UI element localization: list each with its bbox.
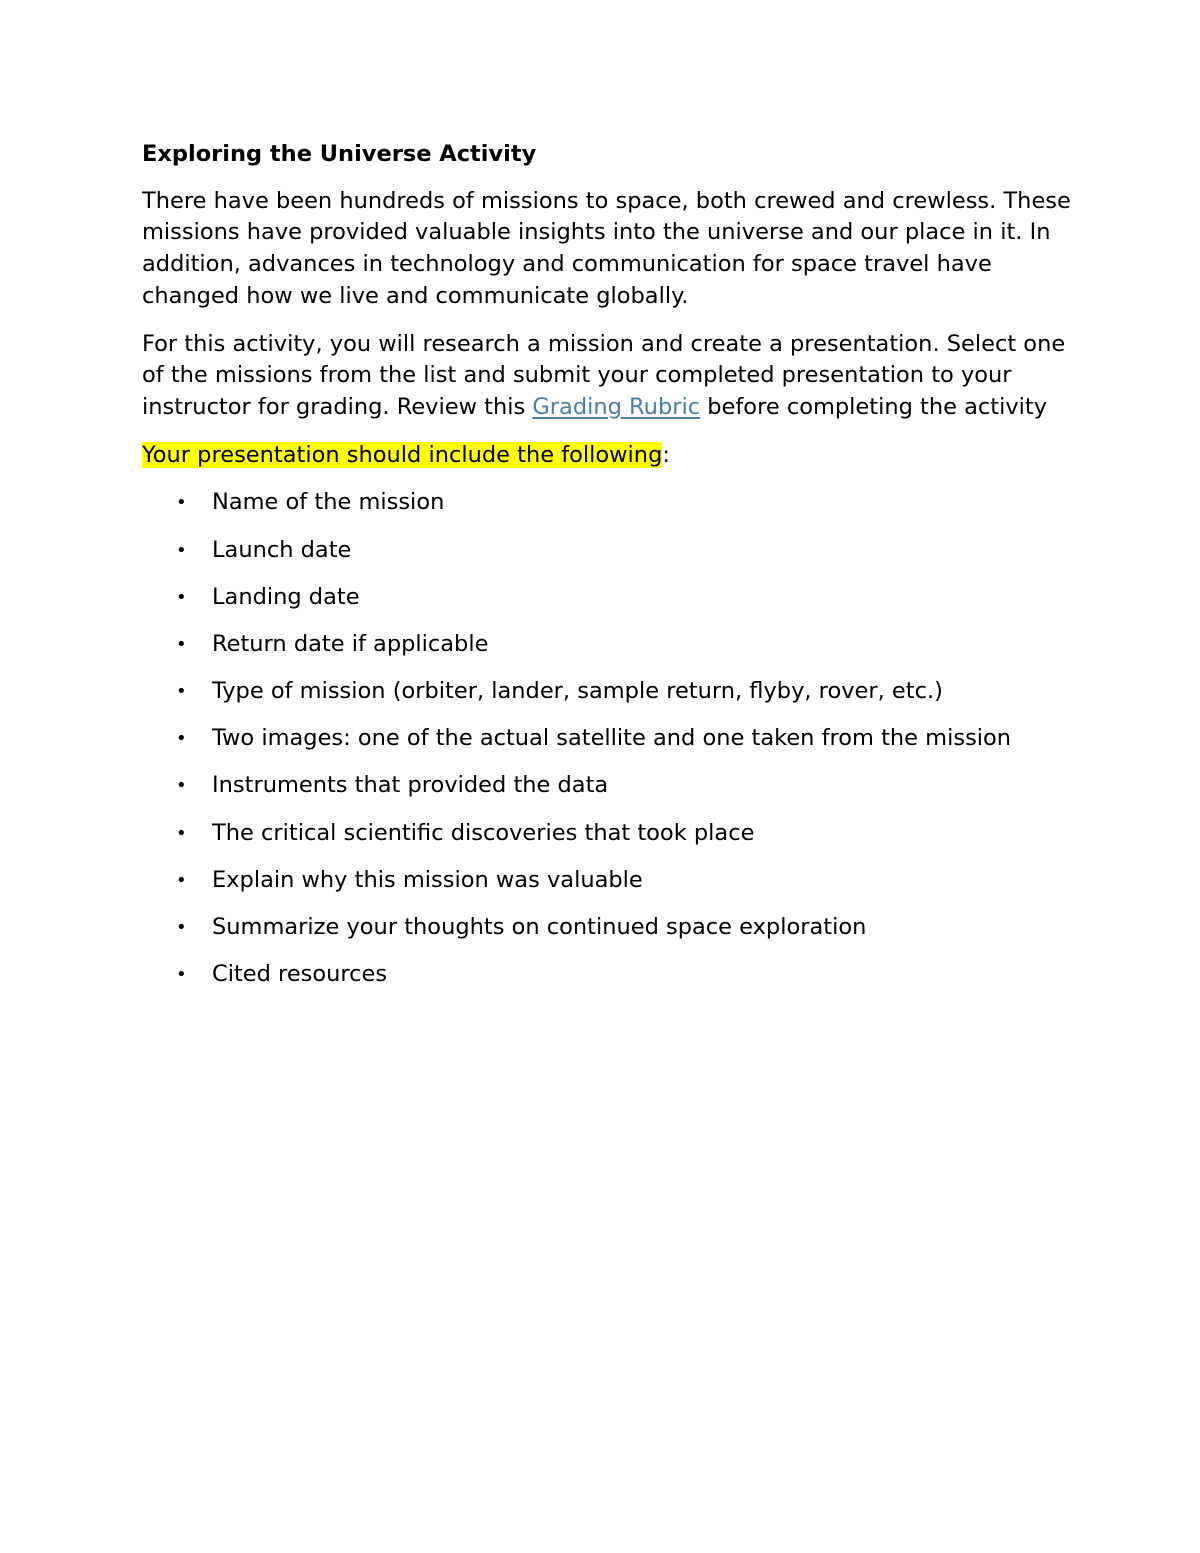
bullet-icon: • [176,633,187,655]
list-item-text: Two images: one of the actual satellite and one taken from the mission [212,725,1012,752]
list-item [142,770,1072,802]
instructions-text-after-link: before completing the activity [700,393,1048,420]
bullet-icon: • [176,539,187,561]
list-item [142,912,1072,944]
instructions-paragraph [142,329,1072,424]
list-item-text: Explain why this mission was valuable [212,866,643,893]
list-item [142,959,1072,991]
intro-paragraph: There have been hundreds of missions to space, both crewed and crewless. These missions have provided valuable insights into the universe and our place in it. In addition, advances in technology and communication for space travel have changed how we live and communicate globally. [142,187,1071,309]
list-item-text: Instruments that provided the data [212,772,609,799]
list-item-text: The critical scientific discoveries that took place [212,819,755,846]
requirements-heading-colon: : [662,441,670,468]
requirements-heading [142,440,1072,472]
list-item-text: Name of the mission [212,489,445,516]
requirements-heading-highlighted: Your presentation should include the following [142,441,663,468]
grading-rubric-link[interactable]: Grading Rubric [532,393,701,420]
list-item-text: Summarize your thoughts on continued space exploration [212,914,867,941]
bullet-icon: • [176,492,187,514]
list-item [142,723,1072,755]
list-item [142,582,1072,614]
list-item-text: Landing date [212,583,360,610]
list-item [142,629,1072,661]
list-item [142,818,1072,850]
document-title: Exploring the Universe Activity [142,141,537,167]
requirements-list [142,487,1072,991]
bullet-icon: • [176,775,187,797]
document-page [142,139,1072,1006]
bullet-icon: • [176,681,187,703]
list-item [142,535,1072,567]
bullet-icon: • [176,822,187,844]
list-item [142,865,1072,897]
bullet-icon: • [176,728,187,750]
list-item [142,676,1072,708]
bullet-icon: • [176,917,187,939]
bullet-icon: • [176,964,187,986]
list-item-text: Cited resources [212,961,388,988]
list-item-text: Type of mission (orbiter, lander, sample return, flyby, rover, etc.) [212,678,943,705]
list-item-text: Launch date [212,536,352,563]
list-item-text: Return date if applicable [212,630,489,657]
list-item [142,487,1072,519]
bullet-icon: • [176,586,187,608]
bullet-icon: • [176,869,187,891]
instructions-text-before-link: For this activity, you will research a mission and create a presentation. Select one of the missions from the list and submit your completed presentation to your instructor for grading. Review this [142,330,1066,420]
